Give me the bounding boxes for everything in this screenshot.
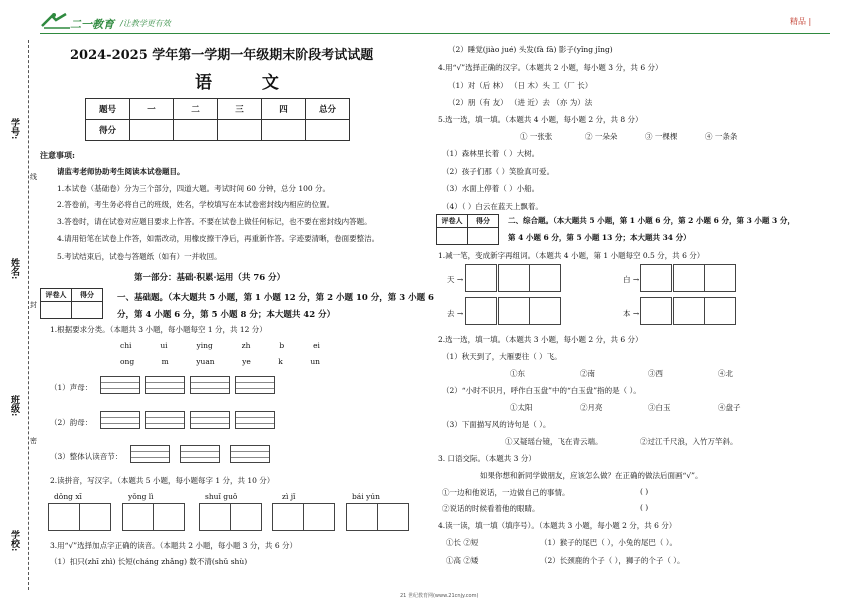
char-box[interactable] — [529, 264, 561, 292]
q2-pinyin: bái yún — [352, 492, 380, 501]
answer-paren[interactable]: ( ) — [640, 487, 649, 496]
q5-item: （1）森林里长着（ ）大树。 — [442, 149, 540, 158]
s2q3-choice: ②说话的时候看着他的眼睛。 — [442, 504, 540, 513]
char-box[interactable] — [377, 503, 409, 531]
grader-cell[interactable] — [41, 302, 72, 319]
score-header-cell: 题号 — [86, 99, 130, 120]
grader-label: 评卷人 — [41, 289, 72, 302]
pinyin-letter: b — [279, 341, 285, 350]
q2-pinyin: dǒng xī — [54, 492, 82, 501]
side-label-school: 学校: — [9, 530, 19, 552]
score-table — [85, 98, 350, 141]
score-cell[interactable] — [306, 120, 350, 141]
s2q1-char: 本 → — [623, 309, 640, 318]
s2q3-text: 如果你想和新同学做朋友，应该怎么做？在正确的做法后面画“√”。 — [480, 471, 703, 480]
s2q2-option: ①太阳 — [510, 403, 533, 412]
char-box[interactable] — [79, 503, 111, 531]
writing-lines[interactable] — [190, 411, 230, 429]
q5-option: ① 一张张 — [520, 132, 553, 141]
q2-pinyin: yǒng lì — [128, 492, 154, 501]
seal-char-secret: 密 — [30, 437, 37, 445]
pinyin-letter: chi — [120, 341, 132, 350]
score-header-cell: 一 — [130, 99, 174, 120]
side-label-student-id: 学号: — [9, 118, 19, 140]
notes-item: 5.考试结束后，试卷与答题纸（如有）一并收回。 — [57, 252, 222, 261]
s2q4-prompt: 4.读一读，填一填（填序号）。（本题共 3 小题，每小题 2 分，共 6 分） — [438, 521, 677, 530]
score-table-header-row — [86, 99, 350, 120]
score-cell[interactable] — [130, 120, 174, 141]
q4-prompt: 4.用“√”选择正确的汉字。（本题共 2 小题，每小题 3 分，共 6 分） — [438, 63, 663, 72]
pinyin-letter: ei — [313, 341, 320, 350]
pinyin-letter: ye — [242, 357, 251, 366]
q1-label-finals: （2）韵母： — [50, 418, 93, 427]
brand-logo — [40, 12, 220, 34]
q5-item: （3）水面上停着（ ）小船。 — [442, 184, 540, 193]
char-box[interactable] — [48, 503, 80, 531]
seal-line — [28, 40, 29, 590]
s2q2-option: ③西 — [648, 369, 663, 378]
char-box[interactable] — [704, 297, 736, 325]
char-box[interactable] — [640, 264, 672, 292]
char-box[interactable] — [673, 297, 705, 325]
q4-line2: （2）朋（有 友） （进 近）去 （亦 为）法 — [448, 98, 593, 107]
char-box[interactable] — [498, 297, 530, 325]
q5-prompt: 5.选一选，填一填。（本题共 4 小题，每小题 2 分，共 8 分） — [438, 115, 643, 124]
grader-box-1 — [40, 288, 103, 319]
corner-tag: 精品 | — [790, 17, 812, 26]
s2q2-option: ②南 — [580, 369, 595, 378]
score-cell[interactable] — [218, 120, 262, 141]
char-box[interactable] — [465, 264, 497, 292]
exam-subject: 语 文 — [195, 73, 301, 93]
s2q2-item: （2）“小时不识月，呼作白玉盘”中的“白玉盘”指的是（ ）。 — [442, 386, 641, 395]
q3-prompt: 3.用“√”选择加点字正确的读音。（本题共 2 小题，每小题 3 分，共 6 分） — [50, 541, 297, 550]
grader-label: 得分 — [468, 215, 499, 228]
s2q2-option: ①东 — [510, 369, 525, 378]
writing-lines[interactable] — [235, 376, 275, 394]
q3-line1: （1）扣只(zhī zhì) 长短(cháng zhǎng) 数不清(shǔ shù) — [50, 557, 248, 566]
section2-title-cont: 第 4 小题 6 分，第 5 小题 13 分；本大题共 34 分） — [508, 233, 691, 242]
exam-title: 2024-2025 学年第一学期一年级期末阶段考试试题 — [70, 48, 374, 63]
grader-box-2 — [436, 214, 499, 245]
pinyin-letter: ying — [196, 341, 213, 350]
s2q1-char: 白 → — [623, 275, 640, 284]
q1-label-initials: （1）声母： — [50, 383, 93, 392]
side-label-class: 班级: — [9, 395, 19, 417]
writing-lines[interactable] — [145, 376, 185, 394]
char-box[interactable] — [465, 297, 497, 325]
s2q2-option: ②过江千尺浪，入竹万竿斜。 — [640, 437, 738, 446]
part1-heading: 第一部分：基础·积累·运用（共 76 分） — [134, 273, 286, 283]
answer-paren[interactable]: ( ) — [640, 503, 649, 512]
s2q1-prompt: 1.减一笔，变成新字再组词。（本题共 4 小题，第 1 小题每空 0.5 分，共 6 分） — [438, 251, 705, 260]
notes-intro: 请监考老师协助考生阅读本试卷题目。 — [57, 167, 185, 176]
s2q4-item: （2）长颈鹿的个子（ ），狮子的个子（ ）。 — [540, 556, 685, 565]
score-header-cell: 三 — [218, 99, 262, 120]
footer-source: 21 世纪教育网(www.21cnjy.com) — [400, 593, 479, 599]
score-cell[interactable] — [262, 120, 306, 141]
q1-letters-row — [120, 357, 320, 366]
q2-pinyin: shuǐ guǒ — [205, 492, 238, 501]
notes-heading: 注意事项: — [40, 150, 75, 160]
writing-lines[interactable] — [145, 411, 185, 429]
grader-cell[interactable] — [72, 302, 103, 319]
notes-item: 4.请用铅笔在试卷上作答，如需改动，用橡皮擦干净后，再重新作答。字迹要清晰，卷面要整洁。 — [57, 234, 380, 243]
s2q3-prompt: 3. 口语交际。（本题共 3 分） — [438, 454, 536, 463]
s2q1-char: 天 → — [447, 275, 464, 284]
header-rule — [40, 33, 830, 34]
runner-logo-icon — [40, 12, 74, 30]
char-box[interactable] — [346, 503, 378, 531]
score-header-cell: 四 — [262, 99, 306, 120]
char-box[interactable] — [153, 503, 185, 531]
s2q4-options: ①高 ②矮 — [446, 556, 479, 565]
score-header-cell: 总分 — [306, 99, 350, 120]
char-box[interactable] — [529, 297, 561, 325]
q5-option: ② 一朵朵 — [585, 132, 618, 141]
pinyin-letter: zh — [241, 341, 251, 350]
char-box[interactable] — [673, 264, 705, 292]
q1-letters-row — [120, 341, 320, 350]
seal-char-line: 线 — [30, 173, 37, 181]
pinyin-letter: yuan — [196, 357, 215, 366]
writing-lines[interactable] — [100, 411, 140, 429]
notes-item: 1.本试卷（基础卷）分为三个部分，四道大题。考试时间 60 分钟，总分 100 分。 — [57, 184, 331, 193]
char-box[interactable] — [704, 264, 736, 292]
q1-label-whole: （3）整体认读音节： — [50, 452, 123, 461]
char-box[interactable] — [303, 503, 335, 531]
s2q1-char: 去 → — [447, 309, 464, 318]
writing-lines[interactable] — [230, 445, 270, 463]
s2q2-item: （3）下面描写风的诗句是（ ）。 — [442, 420, 551, 429]
char-box[interactable] — [272, 503, 304, 531]
char-box[interactable] — [199, 503, 231, 531]
notes-item: 2.答卷前，考生务必将自己的班级，姓名，学校填写在本试卷密封线内相应的位置。 — [57, 200, 335, 209]
s2q2-item: （1）秋天到了，大雁要往（ ）飞。 — [442, 352, 562, 361]
q5-option: ③ 一棵棵 — [645, 132, 678, 141]
q2-pinyin: zì jǐ — [282, 492, 296, 501]
pinyin-letter: m — [161, 357, 169, 366]
q5-item: （2）孩子们那（ ）笑脸真可爱。 — [442, 167, 555, 176]
s2q2-option: ①又疑瑶台镜，飞在青云端。 — [505, 437, 603, 446]
writing-lines[interactable] — [235, 411, 275, 429]
s2q4-options: ①长 ②短 — [446, 538, 479, 547]
section1-title: 一、基础题。（本大题共 5 小题，第 1 小题 12 分，第 2 小题 10 分，第 3 小题 6 — [117, 293, 434, 303]
score-cell[interactable] — [174, 120, 218, 141]
brand-name: 二一教育 — [70, 18, 114, 31]
q3-line2: （2）睡觉(jiào jué) 头发(fà fā) 影子(yǐng jǐng) — [448, 45, 613, 54]
char-box[interactable] — [640, 297, 672, 325]
char-box[interactable] — [498, 264, 530, 292]
s2q2-prompt: 2.选一选，填一填。（本题共 3 小题，每小题 2 分，共 6 分） — [438, 335, 643, 344]
s2q3-choice: ①一边和他说话，一边做自己的事情。 — [442, 488, 570, 497]
writing-lines[interactable] — [180, 445, 220, 463]
char-box[interactable] — [230, 503, 262, 531]
score-table-score-row — [86, 120, 350, 141]
q5-item: （4）（ ）白云在蓝天上飘着。 — [442, 202, 543, 211]
writing-lines[interactable] — [130, 445, 170, 463]
q5-option: ④ 一条条 — [705, 132, 738, 141]
pinyin-letter: ong — [120, 357, 135, 366]
s2q4-item: （1）猴子的尾巴（ ），小兔的尾巴（ ）。 — [540, 538, 678, 547]
s2q2-option: ④盘子 — [718, 403, 741, 412]
grader-cell[interactable] — [468, 228, 499, 245]
s2q2-option: ③白玉 — [648, 403, 671, 412]
pinyin-letter: un — [310, 357, 320, 366]
pinyin-letter: ui — [160, 341, 168, 350]
grader-cell[interactable] — [437, 228, 468, 245]
char-box[interactable] — [122, 503, 154, 531]
s2q2-option: ④北 — [718, 369, 733, 378]
brand-slogan: /让教学更有效 — [120, 19, 171, 28]
q1-prompt: 1.根据要求分类。（本题共 3 小题，每小题每空 1 分，共 12 分） — [50, 325, 267, 334]
seal-char-seal: 封 — [30, 301, 37, 309]
notes-item: 3.答卷时，请在试卷对应题目要求上作答。不要在试卷上做任何标记，也不要在密封线内答题。 — [57, 217, 372, 226]
pinyin-letter: k — [278, 357, 283, 366]
side-label-name: 姓名: — [9, 258, 19, 280]
s2q2-option: ②月亮 — [580, 403, 603, 412]
grader-label: 评卷人 — [437, 215, 468, 228]
grader-label: 得分 — [72, 289, 103, 302]
writing-lines[interactable] — [100, 376, 140, 394]
score-header-cell: 二 — [174, 99, 218, 120]
score-row-label: 得分 — [86, 120, 130, 141]
section2-title: 二、综合题。（本大题共 5 小题，第 1 小题 6 分，第 2 小题 6 分，第 3 小题 3 分， — [508, 216, 795, 225]
section1-title-cont: 分，第 4 小题 6 分，第 5 小题 8 分；本大题共 42 分） — [117, 310, 336, 320]
q2-prompt: 2.读拼音，写汉字。（本题共 5 小题，每小题每字 1 分，共 10 分） — [50, 476, 275, 485]
writing-lines[interactable] — [190, 376, 230, 394]
q4-line1: （1）对（后 林） （日 木）头 工（厂 长） — [448, 81, 593, 90]
